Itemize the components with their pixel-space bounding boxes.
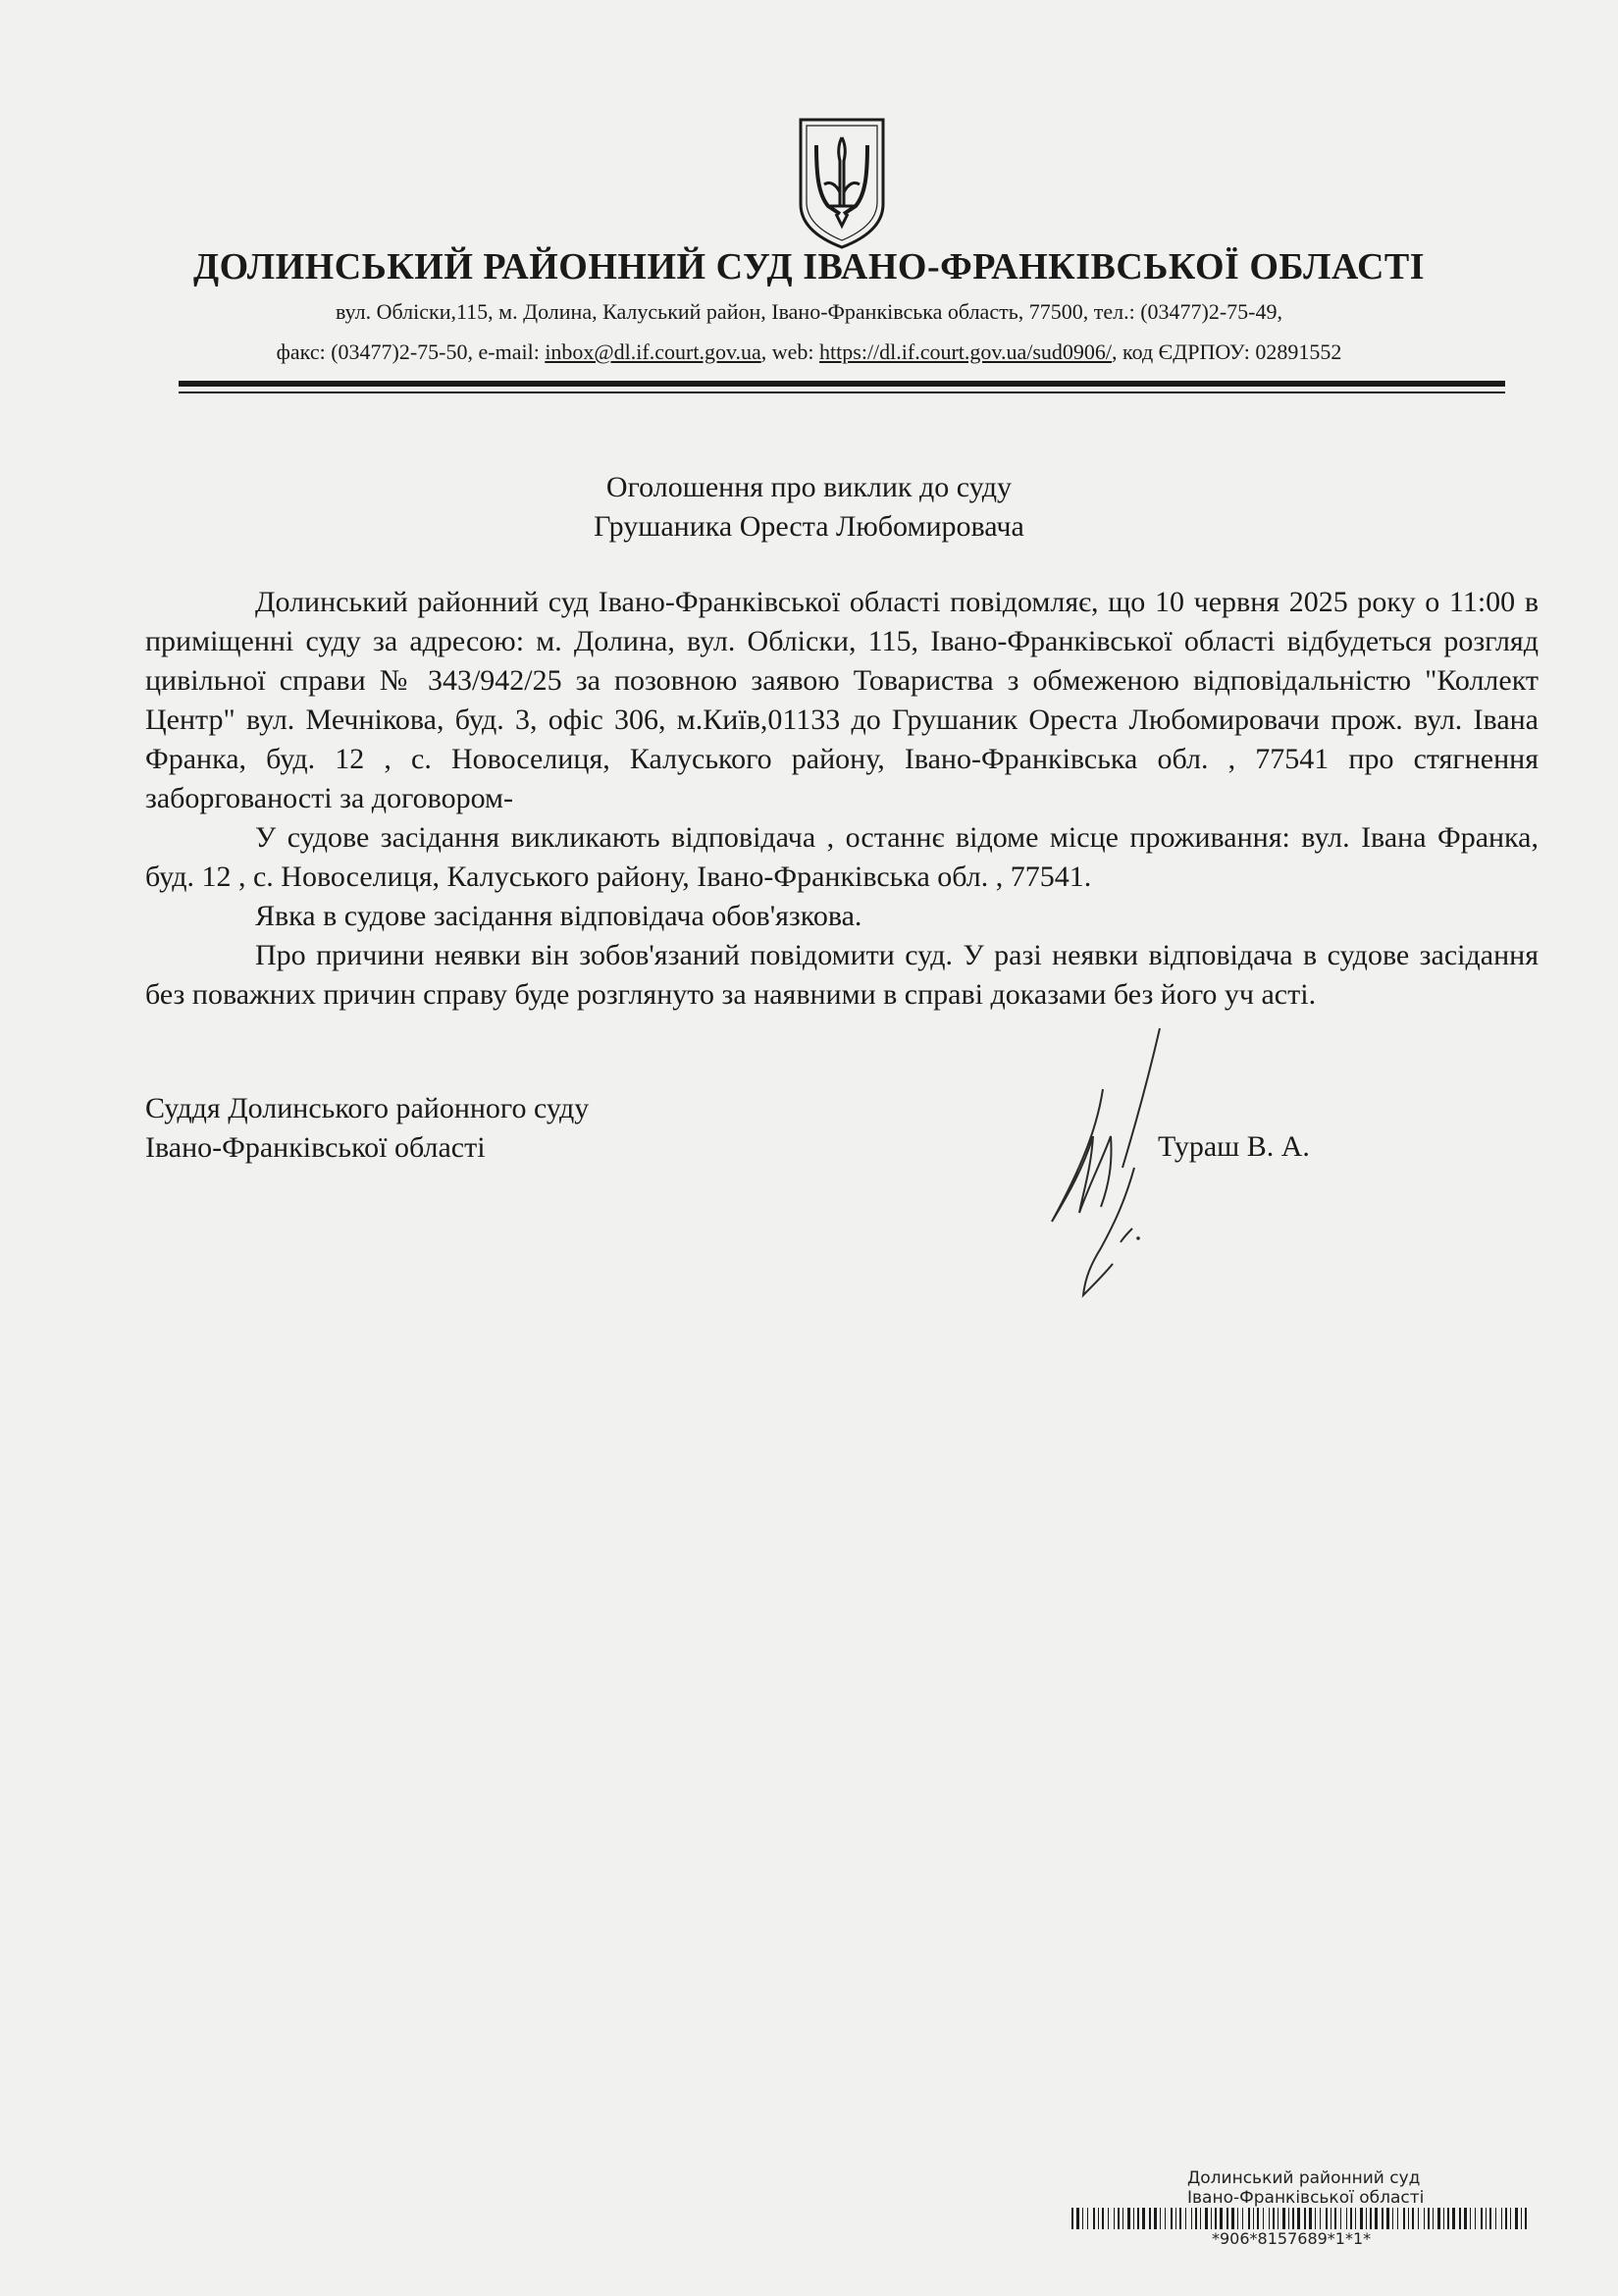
barcode-bar bbox=[1360, 2208, 1363, 2229]
barcode-bar bbox=[1195, 2208, 1197, 2229]
barcode-bar bbox=[1242, 2208, 1243, 2229]
barcode-bar bbox=[1505, 2208, 1507, 2229]
barcode-bar bbox=[1392, 2208, 1393, 2229]
barcode-bar bbox=[1127, 2208, 1130, 2229]
barcode-bar bbox=[1273, 2208, 1275, 2229]
barcode-bar bbox=[1350, 2208, 1352, 2229]
barcode-bar bbox=[1098, 2208, 1099, 2229]
barcode-bar bbox=[1489, 2208, 1491, 2229]
barcode-bar bbox=[1403, 2208, 1405, 2229]
barcode-bar bbox=[1122, 2208, 1123, 2229]
notice-title: Оголошення про виклик до суду bbox=[605, 471, 1013, 503]
barcode-bar bbox=[1346, 2208, 1347, 2229]
body-paragraph: У судове засідання викликають відповідача , останнє відоме місце проживання: вул. Івана Франка, буд. 12 , с. Новоселиця, Калуського району, Івано-Франківська обл. , 77541. bbox=[145, 821, 1539, 893]
barcode-bar bbox=[1464, 2208, 1467, 2229]
barcode-bar bbox=[1304, 2208, 1306, 2229]
barcode-bar bbox=[1475, 2208, 1476, 2229]
barcode-bar bbox=[1248, 2208, 1250, 2229]
barcode-bar bbox=[1205, 2208, 1208, 2229]
barcode-bar bbox=[1501, 2208, 1502, 2229]
notice-addressee: Грушаника Ореста Любомировача bbox=[594, 510, 1024, 543]
barcode-bar bbox=[1495, 2208, 1496, 2229]
barcode-bar bbox=[1443, 2208, 1444, 2229]
body-paragraph: Явка в судове засідання відповідача обов'язкова. bbox=[255, 900, 862, 932]
barcode-bar bbox=[1185, 2208, 1186, 2229]
barcode-bar bbox=[1366, 2208, 1367, 2229]
body-paragraph: Про причини неявки він зобов'язаний повідомити суд. У разі неявки відповідача в судове засідання без поважних причин справу буде розглянуто за наявними в справі доказами без його уч асті. bbox=[145, 939, 1539, 1011]
barcode-bar bbox=[1297, 2208, 1300, 2229]
barcode-bar bbox=[1076, 2208, 1079, 2229]
barcode-bar bbox=[1278, 2208, 1279, 2229]
barcode-bar bbox=[1510, 2208, 1511, 2229]
header-divider-thick bbox=[179, 381, 1505, 387]
barcode-bar bbox=[1154, 2208, 1157, 2229]
barcode bbox=[1070, 2208, 1531, 2229]
stamp-court-line: Долинський районний суд bbox=[1187, 2168, 1421, 2188]
barcode-bar bbox=[1149, 2208, 1151, 2229]
barcode-bar bbox=[1165, 2208, 1166, 2229]
header-divider-thin bbox=[179, 391, 1505, 393]
barcode-bar bbox=[1355, 2208, 1356, 2229]
barcode-bar bbox=[1175, 2208, 1176, 2229]
judge-position-line: Суддя Долинського районного суду bbox=[145, 1092, 590, 1124]
barcode-bar bbox=[1428, 2208, 1430, 2229]
barcode-bar bbox=[1200, 2208, 1201, 2229]
barcode-bar bbox=[1269, 2208, 1270, 2229]
barcode-bar bbox=[1108, 2208, 1109, 2229]
barcode-bar bbox=[1263, 2208, 1264, 2229]
barcode-bar bbox=[1437, 2208, 1440, 2229]
barcode-bar bbox=[1424, 2208, 1425, 2229]
barcode-bar bbox=[1082, 2208, 1083, 2229]
barcode-bar bbox=[1227, 2208, 1228, 2229]
barcode-bar bbox=[1211, 2208, 1212, 2229]
barcode-bar bbox=[1071, 2208, 1073, 2229]
barcode-bar bbox=[1093, 2208, 1095, 2229]
barcode-bar bbox=[1486, 2208, 1487, 2229]
website-link[interactable]: https://dl.if.court.gov.ua/sud0906/ bbox=[819, 339, 1113, 364]
judge-position bbox=[145, 1089, 589, 1168]
web-label: , web: bbox=[760, 339, 820, 364]
barcode-bar bbox=[1397, 2208, 1398, 2229]
judge-position-line: Івано-Франківської області bbox=[145, 1131, 486, 1164]
barcode-bar bbox=[1118, 2208, 1120, 2229]
edrpou-code: , код ЄДРПОУ: 02891552 bbox=[1112, 339, 1342, 364]
barcode-bar bbox=[1160, 2208, 1161, 2229]
barcode-bar bbox=[1452, 2208, 1455, 2229]
barcode-bar bbox=[1386, 2208, 1389, 2229]
barcode-bar bbox=[1253, 2208, 1254, 2229]
barcode-bar bbox=[1171, 2208, 1173, 2229]
trident-coat-of-arms-icon bbox=[795, 116, 889, 251]
handwritten-signature bbox=[1040, 1020, 1177, 1315]
barcode-bar bbox=[1288, 2208, 1289, 2229]
barcode-number: *906*8157689*1*1* bbox=[1212, 2229, 1372, 2248]
barcode-bar bbox=[1142, 2208, 1145, 2229]
court-name: ДОЛИНСЬКИЙ РАЙОННИЙ СУД ІВАНО-ФРАНКІВСЬКОЇ ОБЛАСТІ bbox=[192, 246, 1426, 287]
barcode-bar bbox=[1237, 2208, 1238, 2229]
barcode-bar bbox=[1114, 2208, 1115, 2229]
barcode-bar bbox=[1459, 2208, 1461, 2229]
barcode-bar bbox=[1470, 2208, 1471, 2229]
body-paragraph: Долинський районний суд Івано-Франківської області повідомляє, що 10 червня 2025 року о 11:00 в приміщенні суду за адресою: м. Долина, вул. Обліски, 115, Івано-Франківської області відбудеться розгляд цивільної справи № 343/942/25 за позовною заявою Товариства з обмеженою відповідальністю "Коллект Центр" вул. Мечнікова, буд. 3, офіс 306, м.Київ,01133 до Грушаник Ореста Любомировачи прож. вул. Івана Франка, буд. 12 , с. Новоселиця, Калуського району, Івано-Франківська обл. , 77541 про стягнення заборгованості за договором- bbox=[145, 586, 1539, 814]
barcode-bar bbox=[1282, 2208, 1285, 2229]
barcode-bar bbox=[1382, 2208, 1383, 2229]
barcode-bar bbox=[1408, 2208, 1409, 2229]
barcode-bar bbox=[1179, 2208, 1181, 2229]
barcode-bar bbox=[1231, 2208, 1234, 2229]
barcode-bar bbox=[1340, 2208, 1341, 2229]
barcode-bar bbox=[1133, 2208, 1134, 2229]
barcode-bar bbox=[1309, 2208, 1312, 2229]
barcode-bar bbox=[1515, 2208, 1518, 2229]
barcode-bar bbox=[1433, 2208, 1434, 2229]
barcode-bar bbox=[1370, 2208, 1372, 2229]
barcode-bar bbox=[1418, 2208, 1419, 2229]
barcode-bar bbox=[1191, 2208, 1192, 2229]
barcode-bar bbox=[1525, 2208, 1527, 2229]
barcode-bar bbox=[1334, 2208, 1336, 2229]
barcode-bar bbox=[1220, 2208, 1223, 2229]
barcode-bar bbox=[1326, 2208, 1328, 2229]
email-link[interactable]: inbox@dl.if.court.gov.ua bbox=[545, 339, 761, 364]
barcode-bar bbox=[1320, 2208, 1321, 2229]
barcode-bar bbox=[1412, 2208, 1414, 2229]
stamp-region-line: Івано-Франківської області bbox=[1187, 2188, 1425, 2208]
barcode-bar bbox=[1102, 2208, 1104, 2229]
barcode-bar bbox=[1481, 2208, 1483, 2229]
fax-label: факс: (03477)2-75-50, e-mail: bbox=[276, 339, 546, 364]
barcode-bar bbox=[1315, 2208, 1316, 2229]
barcode-bar bbox=[1521, 2208, 1522, 2229]
barcode-bar bbox=[1087, 2208, 1088, 2229]
barcode-bar bbox=[1375, 2208, 1378, 2229]
court-contacts bbox=[0, 339, 1618, 365]
barcode-bar bbox=[1257, 2208, 1259, 2229]
court-address: вул. Обліски,115, м. Долина, Калуський район, Івано-Франківська область, 77500, тел.: (03477)2-75-49, bbox=[335, 299, 1283, 324]
barcode-bar bbox=[1447, 2208, 1449, 2229]
barcode-bar bbox=[1215, 2208, 1217, 2229]
judge-name: Тураш В. А. bbox=[1158, 1130, 1310, 1163]
notice-body bbox=[145, 583, 1539, 1015]
barcode-bar bbox=[1137, 2208, 1139, 2229]
barcode-bar bbox=[1292, 2208, 1294, 2229]
